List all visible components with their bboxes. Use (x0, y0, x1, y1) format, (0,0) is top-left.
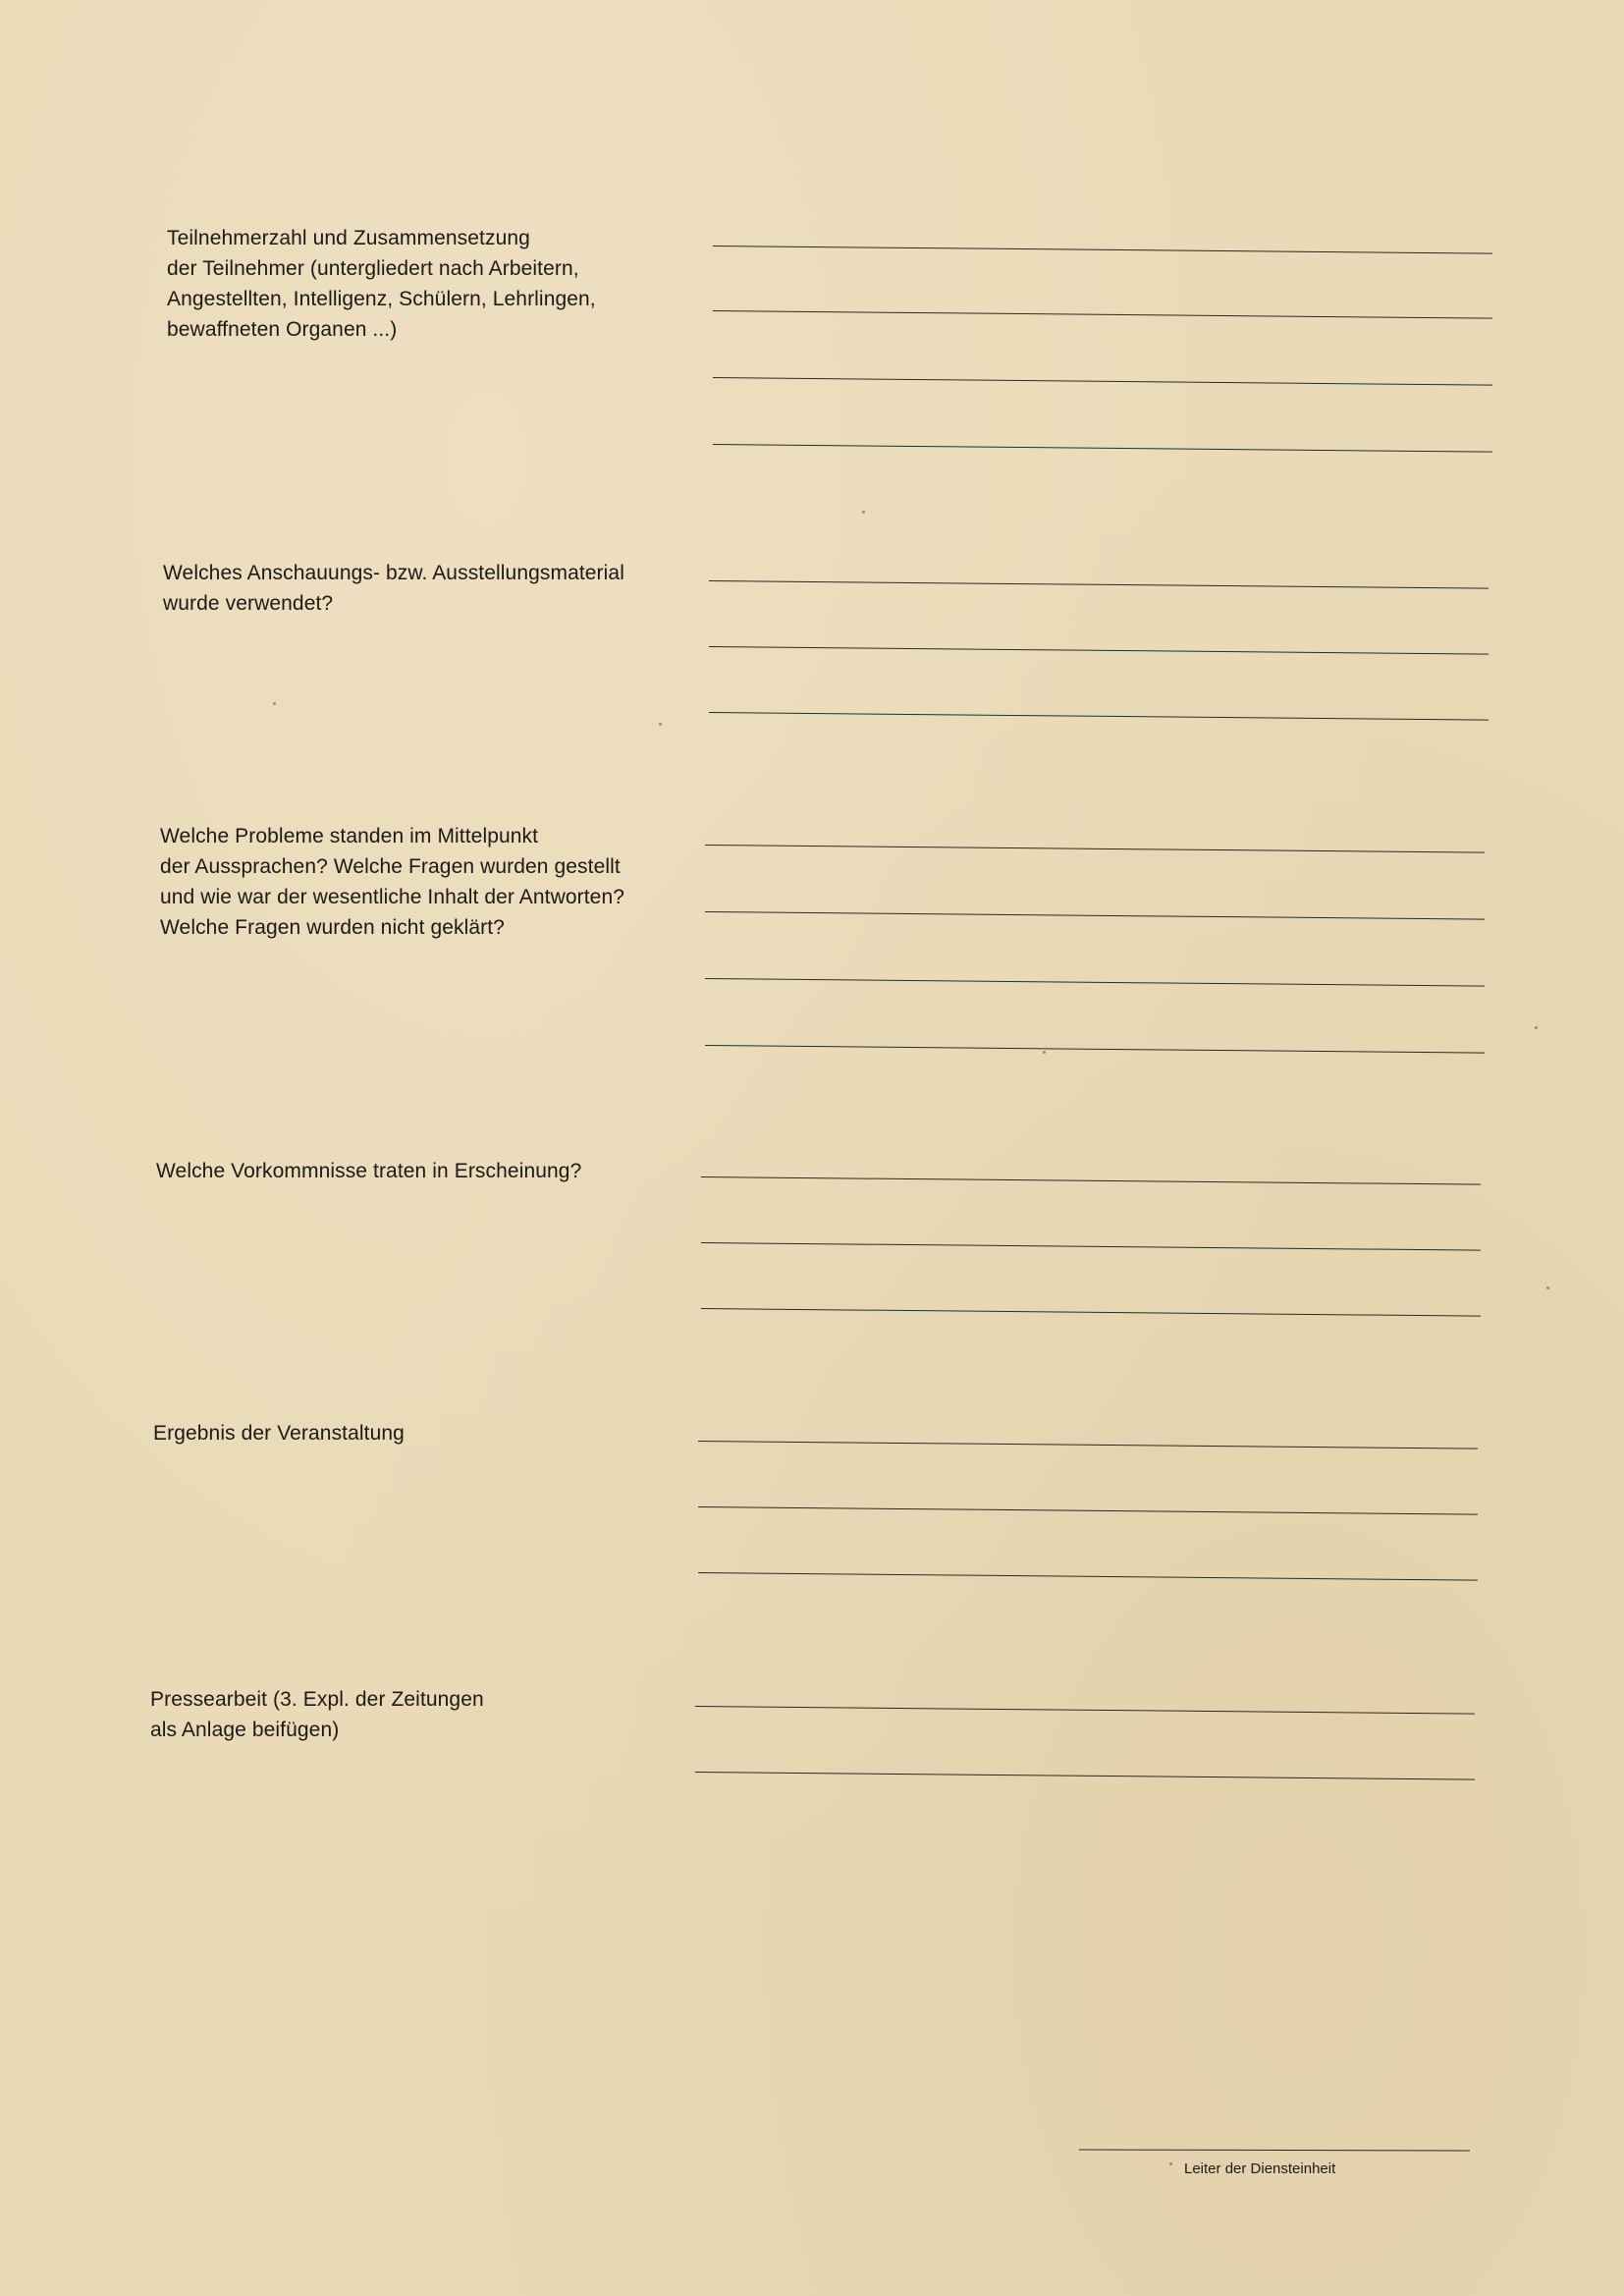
answer-line[interactable] (713, 377, 1492, 386)
answer-line[interactable] (713, 444, 1492, 453)
answer-line[interactable] (698, 1572, 1478, 1581)
question-material (163, 558, 624, 619)
answer-line[interactable] (705, 1045, 1485, 1054)
answer-line[interactable] (701, 1308, 1481, 1317)
answer-line[interactable] (695, 1772, 1475, 1780)
paper-speck (1535, 1026, 1538, 1029)
question-text: bewaffneten Organen ...) (167, 318, 398, 341)
paper-speck (1043, 1051, 1046, 1054)
question-text: wurde verwendet? (163, 592, 334, 615)
question-text: Welches Anschauungs- bzw. Ausstellungsmaterial (163, 562, 624, 584)
answer-line[interactable] (713, 246, 1492, 254)
question-text: als Anlage beifügen) (150, 1719, 340, 1741)
question-teilnehmer (167, 223, 596, 345)
answer-line[interactable] (698, 1506, 1478, 1515)
answer-line[interactable] (709, 580, 1489, 589)
question-text: Angestellten, Intelligenz, Schülern, Lehrlingen, (167, 288, 596, 310)
paper-speck (1546, 1286, 1549, 1289)
paper-speck (862, 511, 865, 514)
question-text: der Aussprachen? Welche Fragen wurden gestellt (160, 855, 621, 878)
paper-speck (1169, 2162, 1172, 2165)
signature-label: Leiter der Diensteinheit (1184, 2160, 1336, 2177)
question-text: Welche Vorkommnisse traten in Erscheinung? (156, 1160, 582, 1182)
answer-line[interactable] (705, 845, 1485, 853)
question-text: Welche Probleme standen im Mittelpunkt (160, 825, 539, 847)
answer-line[interactable] (701, 1176, 1481, 1185)
answer-line[interactable] (705, 978, 1485, 987)
question-text: Welche Fragen wurden nicht geklärt? (160, 916, 505, 939)
question-text: Teilnehmerzahl und Zusammensetzung (167, 227, 530, 249)
question-text: der Teilnehmer (untergliedert nach Arbeitern, (167, 257, 579, 280)
answer-line[interactable] (698, 1441, 1478, 1449)
paper-speck (273, 702, 276, 705)
answer-line[interactable] (705, 911, 1485, 920)
question-ergebnis (153, 1418, 405, 1449)
answer-line[interactable] (701, 1242, 1481, 1251)
paper-speck (659, 723, 662, 726)
question-vorkommnisse (156, 1156, 581, 1186)
answer-line[interactable] (695, 1706, 1475, 1715)
question-probleme (160, 821, 624, 943)
question-pressearbeit (150, 1684, 484, 1745)
question-text: Ergebnis der Veranstaltung (153, 1422, 405, 1445)
signature-line[interactable] (1079, 2149, 1470, 2151)
question-text: und wie war der wesentliche Inhalt der Antworten? (160, 886, 625, 908)
answer-line[interactable] (713, 310, 1492, 319)
question-text: Pressearbeit (3. Expl. der Zeitungen (150, 1688, 484, 1711)
answer-line[interactable] (709, 712, 1489, 721)
answer-line[interactable] (709, 646, 1489, 655)
